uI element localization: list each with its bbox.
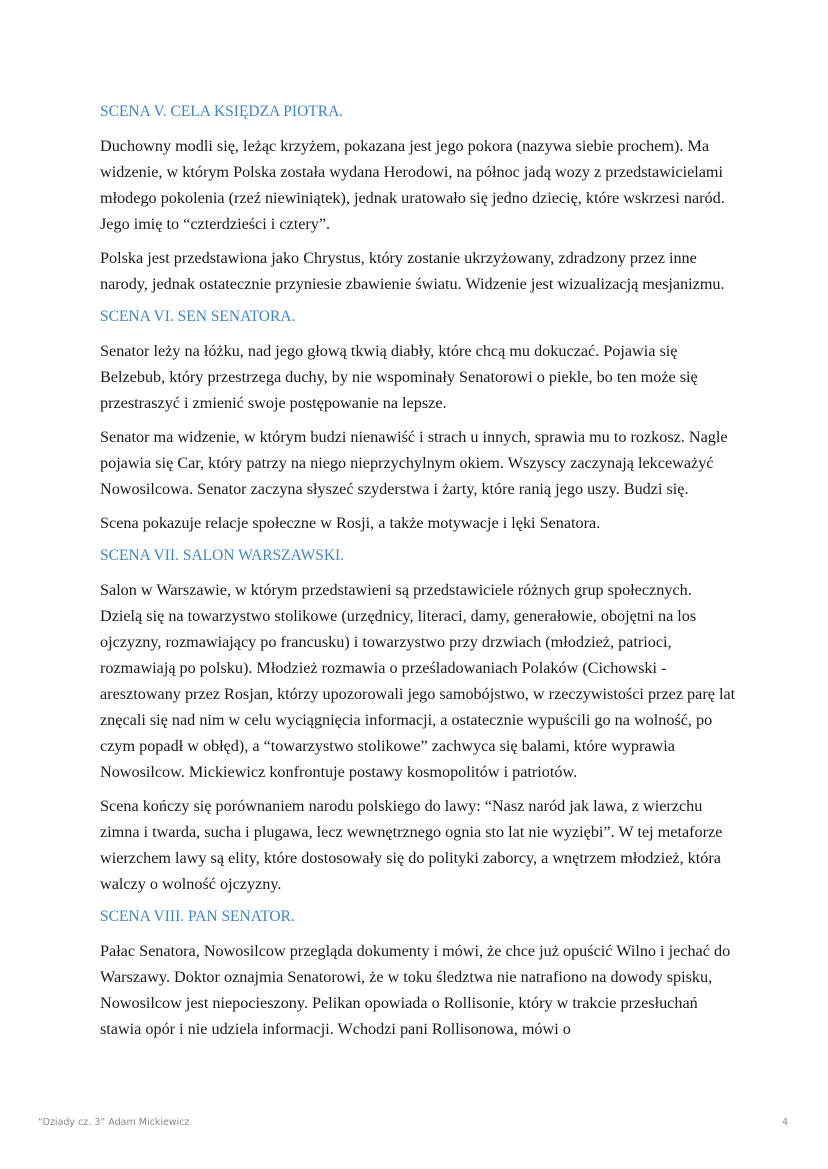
section-scena-viii (100, 905, 736, 1042)
paragraph: Duchowny modli się, leżąc krzyżem, pokazana jest jego pokora (nazywa siebie prochem). Ma widzenie, w którym Polska została wydana Herodowi, na północ jadą wozy z przedstawicielami młodego pokolenia (rzeź niewiniątek), jednak uratowało się jedno dziecię, które wskrzesi naród. Jego imię to “czterdzieści i cztery”. (100, 137, 725, 233)
section-heading: SCENA V. CELA KSIĘDZA PIOTRA. (100, 103, 344, 120)
section-scena-vii (100, 544, 736, 897)
document-page (100, 100, 736, 1050)
section-scena-vi (100, 305, 736, 536)
paragraph: Senator leży na łóżku, nad jego głową tkwią diabły, które chcą mu dokuczać. Pojawia się Belzebub, który przestrzega duchy, by nie wspominały Senatorowi o piekle, bo ten może się przestraszyć i zmienić swoje postępowanie na lepsze. (100, 342, 698, 412)
paragraph: Salon w Warszawie, w którym przedstawieni są przedstawiciele różnych grup społecznych. Dzielą się na towarzystwo stolikowe (urzędnicy, literaci, damy, generałowie, obojętni na los ojczyzny, rozmawiający po francusku) i towarzystwo przy drzwiach (młodzież, patrioci, rozmawiają po polsku). Młodzież rozmawia o prześladowaniach Polaków (Cichowski - aresztowany przez Rosjan, którzy upozorowali jego samobójstwo, w rzeczywistości przez parę lat znęcali się nad nim w celu wyciągnięcia informacji, a ostatecznie wypuścili go na wolność, po czym popadł w obłęd), a “towarzystwo stolikowe” zachwyca się balami, które wyprawia Nowosilcow. Mickiewicz konfrontuje postawy kosmopolitów i patriotów. (100, 581, 736, 781)
section-heading: SCENA VII. SALON WARSZAWSKI. (100, 547, 345, 564)
section-heading: SCENA VI. SEN SENATORA. (100, 308, 296, 325)
footer-title: “Dziady cz. 3” Adam Mickiewicz (38, 1117, 190, 1128)
section-scena-v (100, 100, 736, 297)
paragraph: Scena kończy się porównaniem narodu polskiego do lawy: “Nasz naród jak lawa, z wierzchu zimna i twarda, sucha i plugawa, lecz wewnętrznego ognia sto lat nie wyziębi”. W tej metaforze wierzchem lawy są elity, które dostosowały się do polityki zaborcy, a wnętrzem młodzież, która walczy o wolność ojczyzny. (100, 797, 723, 893)
page-number: 4 (782, 1117, 789, 1128)
section-heading: SCENA VIII. PAN SENATOR. (100, 908, 295, 925)
paragraph: Scena pokazuje relacje społeczne w Rosji, a także motywacje i lęki Senatora. (100, 514, 601, 532)
paragraph: Senator ma widzenie, w którym budzi nienawiść i strach u innych, sprawia mu to rozkosz. Nagle pojawia się Car, który patrzy na niego nieprzychylnym okiem. Wszyscy zaczynają lekceważyć Nowosilcowa. Senator zaczyna słyszeć szyderstwa i żarty, które ranią jego uszy. Budzi się. (100, 428, 728, 498)
paragraph: Pałac Senatora, Nowosilcow przegląda dokumenty i mówi, że chce już opuścić Wilno i jechać do Warszawy. Doktor oznajmia Senatorowi, że w toku śledztwa nie natrafiono na dowody spisku, Nowosilcow jest niepocieszony. Pelikan opowiada o Rollisonie, który w trakcie przesłuchań stawia opór i nie udziela informacji. Wchodzi pani Rollisonowa, mówi o (100, 942, 731, 1038)
paragraph: Polska jest przedstawiona jako Chrystus, który zostanie ukrzyżowany, zdradzony przez inne narody, jednak ostatecznie przyniesie zbawienie światu. Widzenie jest wizualizacją mesjanizmu. (100, 249, 725, 293)
